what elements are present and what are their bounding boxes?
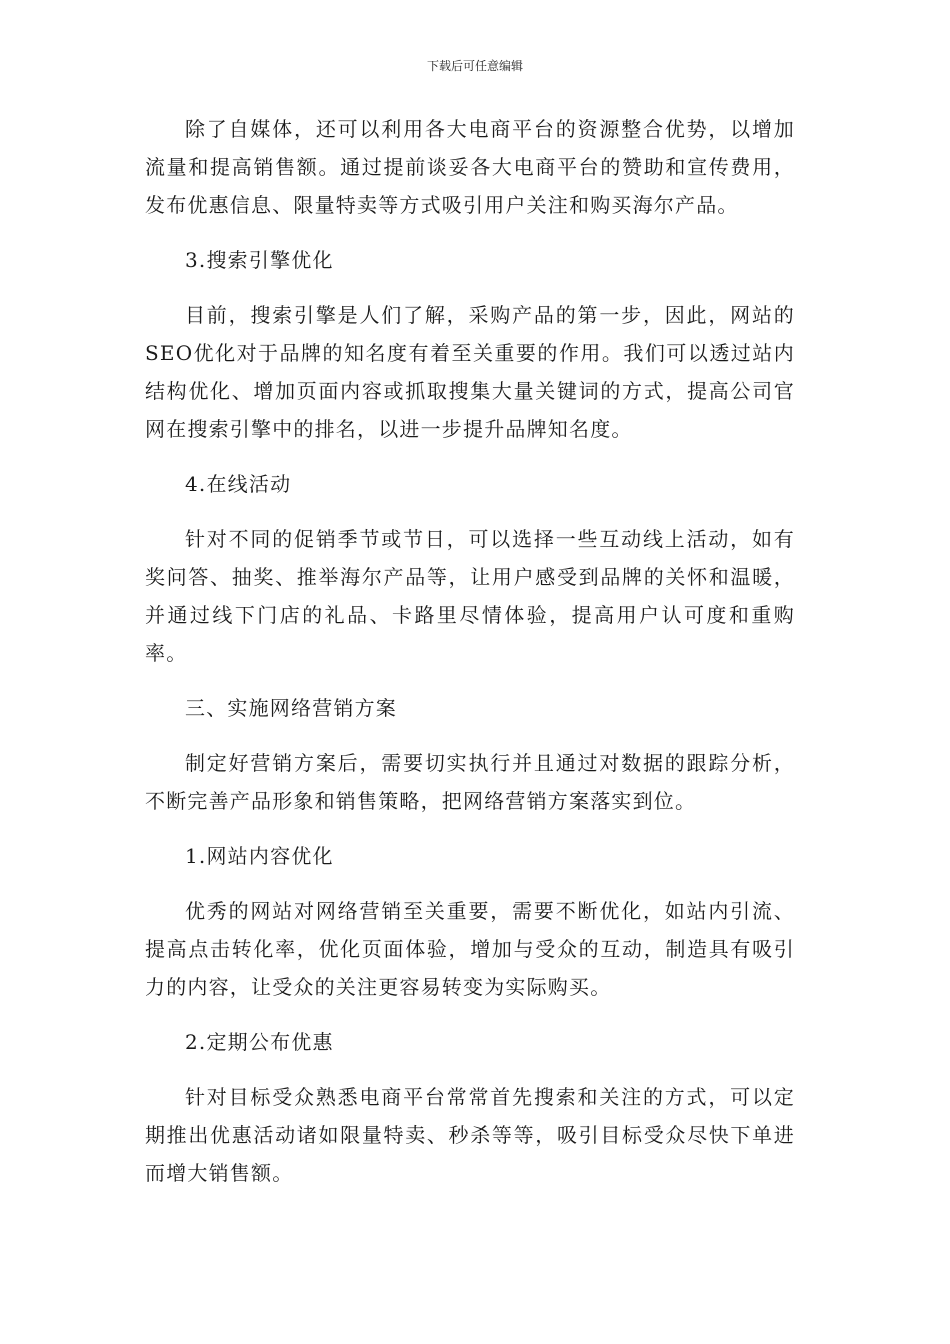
document-body	[145, 110, 795, 1209]
paragraph-ecommerce: 除了自媒体，还可以利用各大电商平台的资源整合优势，以增加流量和提高销售额。通过提前谈妥各大电商平台的赞助和宣传费用，发布优惠信息、限量特卖等方式吸引用户关注和购买海尔产品。	[145, 117, 795, 217]
section-heading-promotions: 2.定期公布优惠	[185, 1030, 334, 1054]
header-note: 下载后可任意编辑	[426, 59, 523, 73]
paragraph-website-optimization: 优秀的网站对网络营销至关重要，需要不断优化，如站内引流、提高点击转化率，优化页面体验，增加与受众的互动，制造具有吸引力的内容，让受众的关注更容易转变为实际购买。	[145, 899, 795, 999]
paragraph-implementation: 制定好营销方案后，需要切实执行并且通过对数据的跟踪分析，不断完善产品形象和销售策略，把网络营销方案落实到位。	[145, 751, 795, 813]
section-heading-implementation: 三、实施网络营销方案	[185, 696, 397, 720]
paragraph-seo: 目前，搜索引擎是人们了解，采购产品的第一步，因此，网站的SEO优化对于品牌的知名度有着至关重要的作用。我们可以透过站内结构优化、增加页面内容或抓取搜集大量关键词的方式，提高公司官网在搜索引擎中的排名，以进一步提升品牌知名度。	[145, 303, 795, 441]
section-heading-seo: 3.搜索引擎优化	[185, 248, 334, 272]
paragraph-promotions: 针对目标受众熟悉电商平台常常首先搜索和关注的方式，可以定期推出优惠活动诸如限量特卖、秒杀等等，吸引目标受众尽快下单进而增大销售额。	[145, 1085, 795, 1185]
paragraph-online-activities: 针对不同的促销季节或节日，可以选择一些互动线上活动，如有奖问答、抽奖、推举海尔产品等，让用户感受到品牌的关怀和温暖，并通过线下门店的礼品、卡路里尽情体验，提高用户认可度和重购率。	[145, 527, 795, 665]
section-heading-online-activities: 4.在线活动	[185, 472, 292, 496]
section-heading-website-optimization: 1.网站内容优化	[185, 844, 334, 868]
